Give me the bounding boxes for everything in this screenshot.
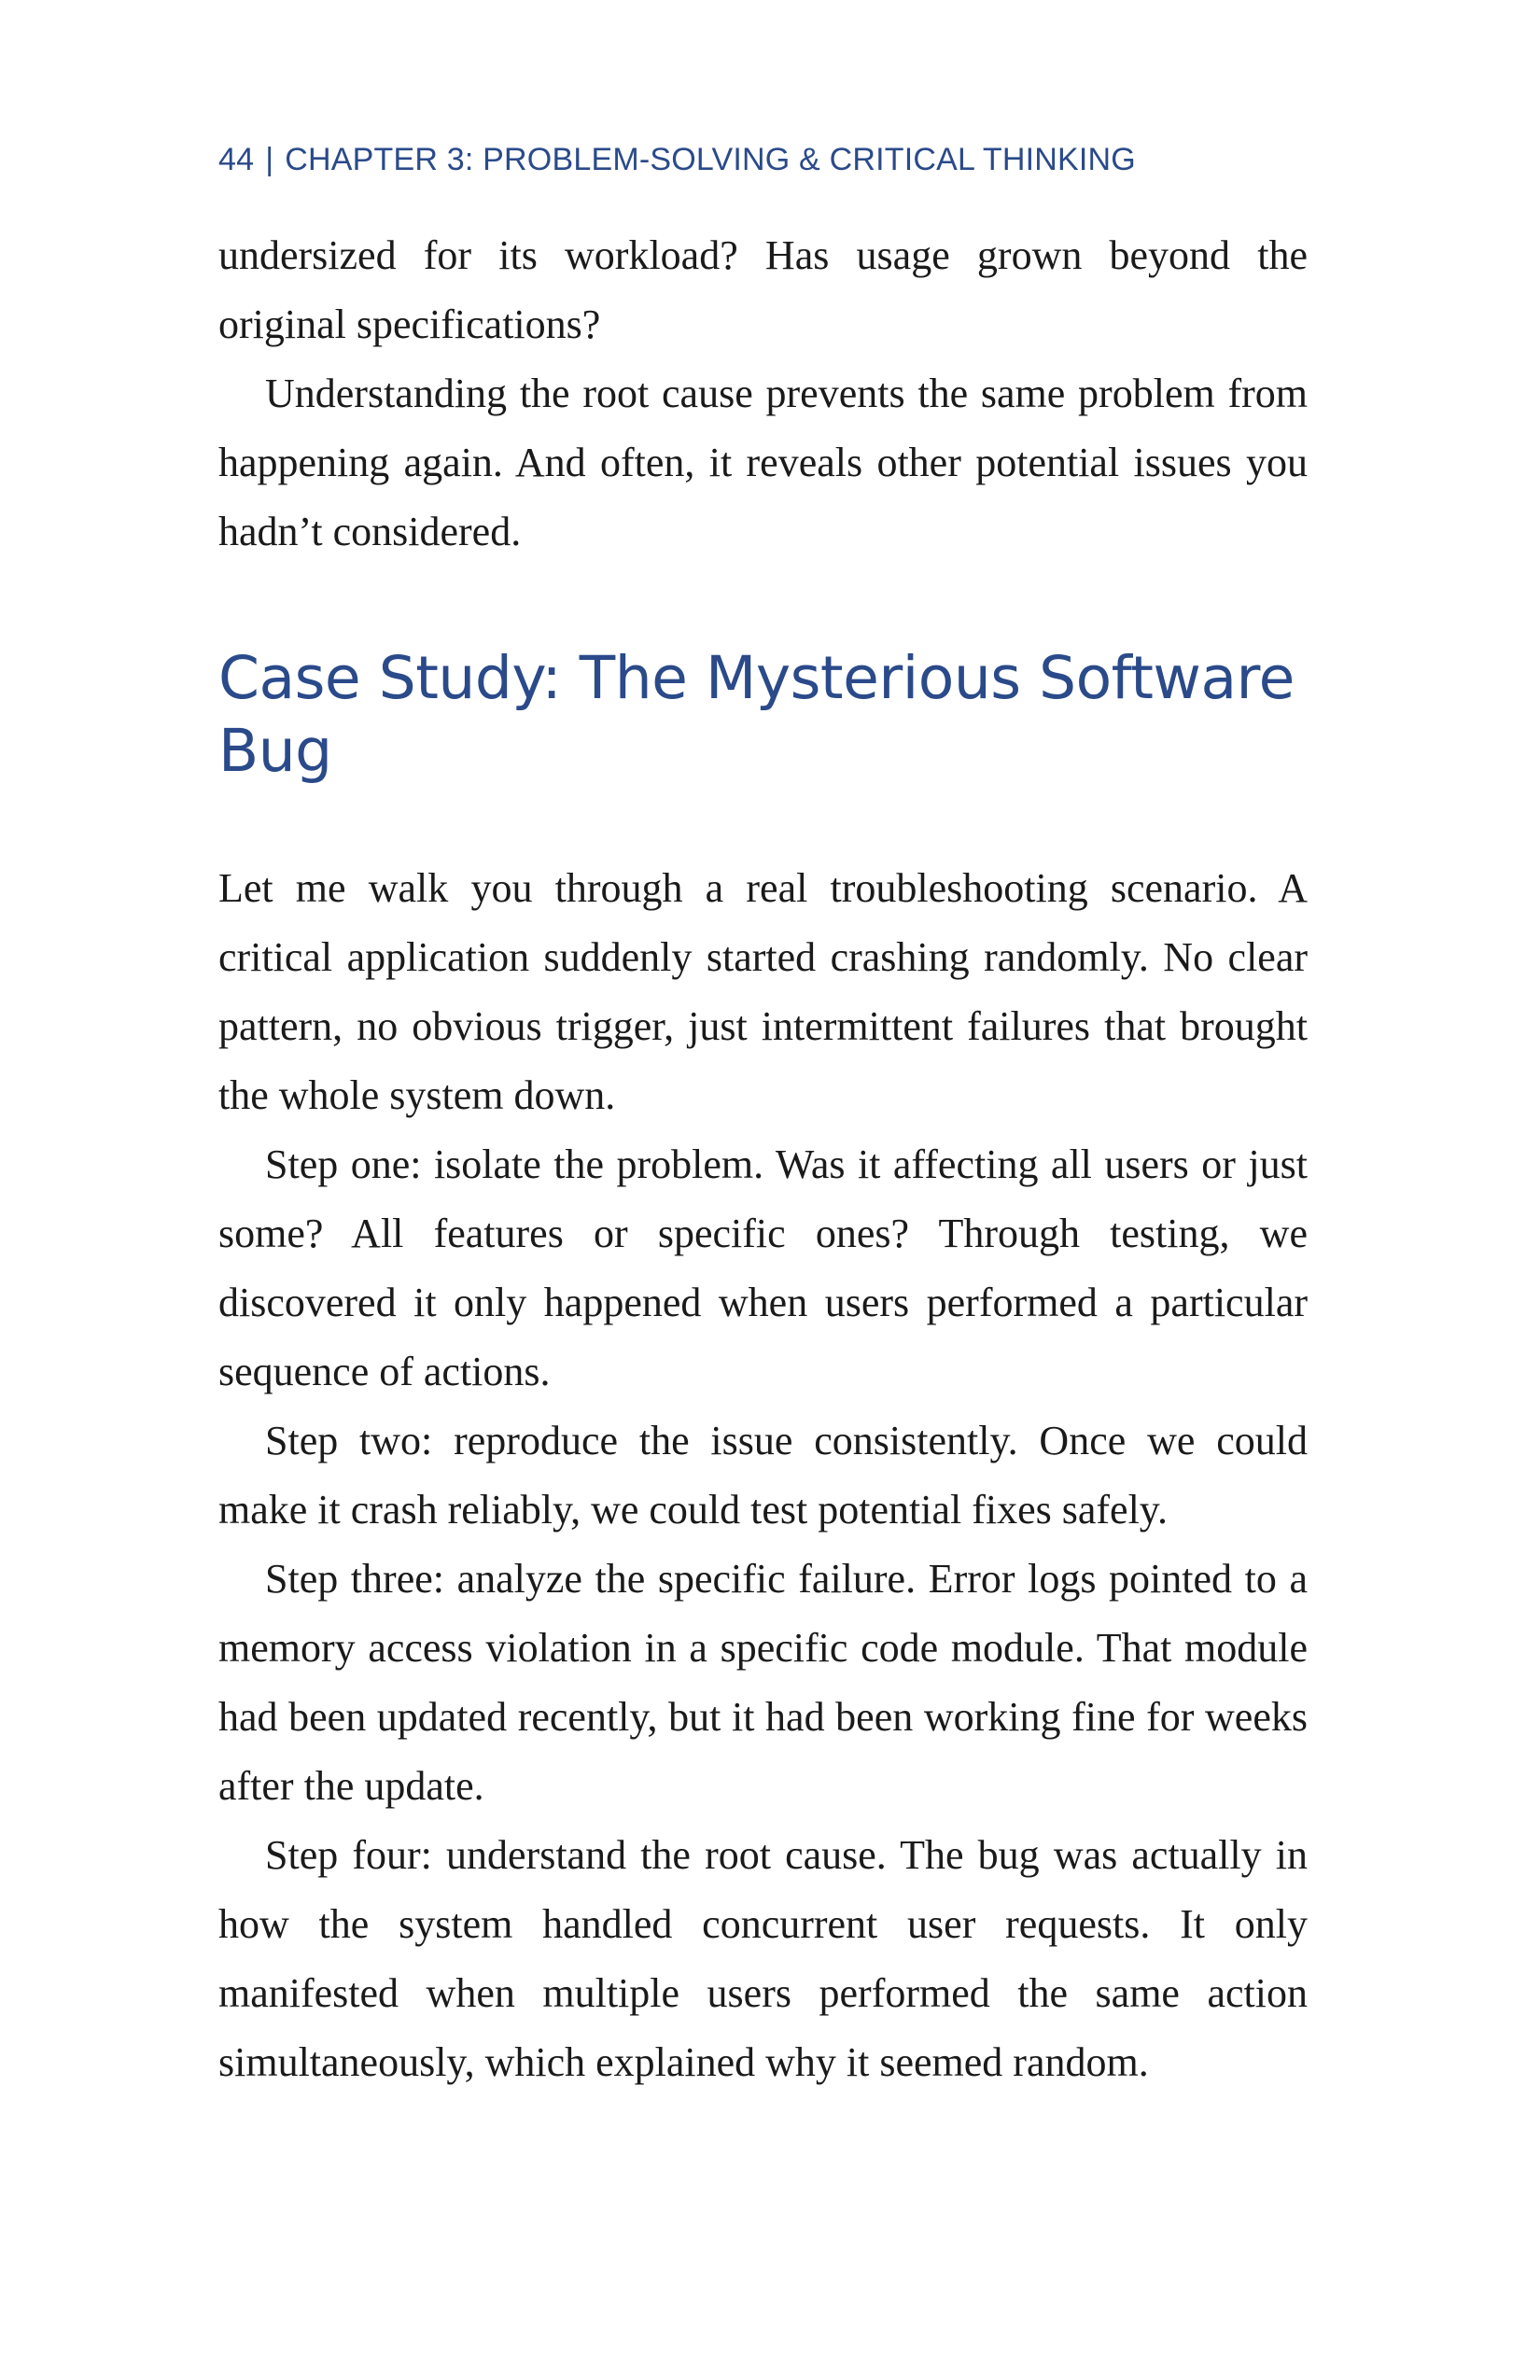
chapter-title: CHAPTER 3: PROBLEM-SOLVING & CRITICAL THINKING bbox=[285, 142, 1136, 177]
page-number: 44 bbox=[218, 142, 255, 177]
section-heading: Case Study: The Mysterious Software Bug bbox=[218, 644, 1295, 785]
continued-text-block bbox=[218, 221, 1308, 567]
header-separator: | bbox=[265, 142, 274, 177]
running-header bbox=[218, 142, 1136, 178]
paragraph-step-three: Step three: analyze the specific failure. Error logs pointed to a memory access violation in a specific code module. That module had been updated recently, but it had been working fine for weeks after the update. bbox=[218, 1556, 1308, 1809]
paragraph: Understanding the root cause prevents the same problem from happening again. And often, it reveals other potential issues you hadn’t considered. bbox=[218, 371, 1308, 554]
paragraph-step-one: Step one: isolate the problem. Was it affecting all users or just some? All features or specific ones? Through testing, we discovered it only happened when users performed a particular sequence of actions. bbox=[218, 1141, 1308, 1394]
section-body bbox=[218, 854, 1308, 2097]
paragraph-intro: Let me walk you through a real troubleshooting scenario. A critical application suddenly started crashing randomly. No clear pattern, no obvious trigger, just intermittent failures that brought the whole system down. bbox=[218, 865, 1308, 1118]
paragraph-step-four: Step four: understand the root cause. The bug was actually in how the system handled concurrent user requests. It only manifested when multiple users performed the same action simultaneously, which explained why it seemed random. bbox=[218, 1832, 1308, 2085]
paragraph-step-two: Step two: reproduce the issue consistently. Once we could make it crash reliably, we could test potential fixes safely. bbox=[218, 1418, 1308, 1533]
paragraph-continued: undersized for its workload? Has usage grown beyond the original specifications? bbox=[218, 232, 1308, 347]
